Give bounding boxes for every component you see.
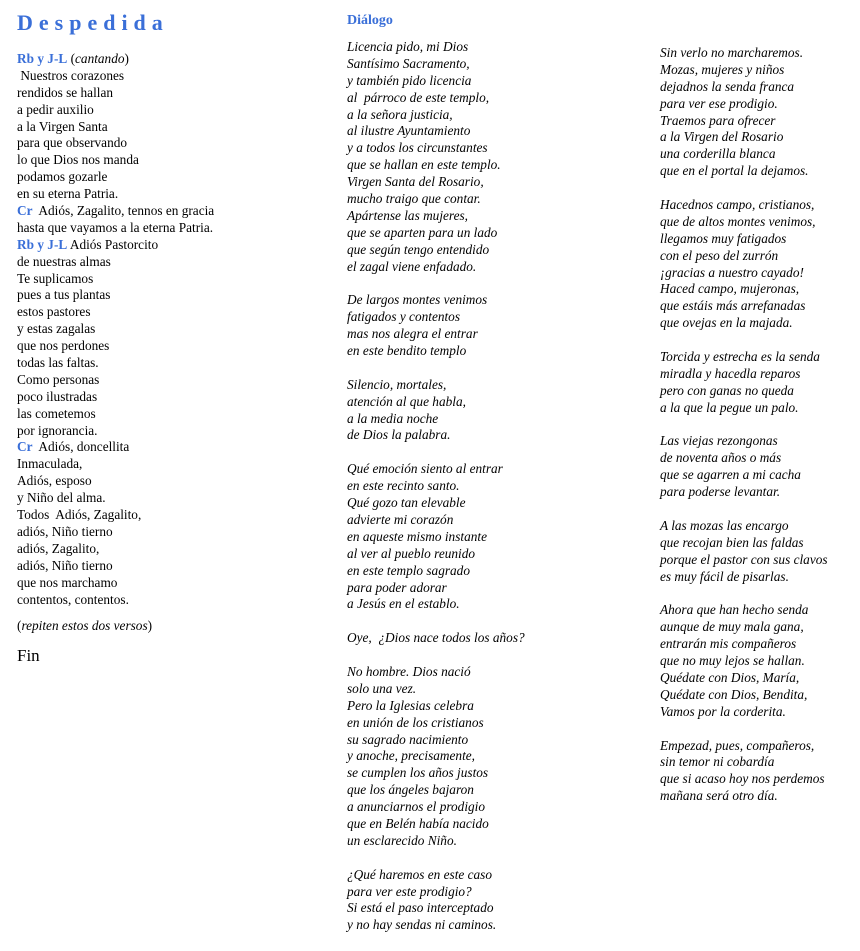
verse-text: Adiós, doncellita: [32, 439, 130, 455]
verse-line: [17, 490, 327, 507]
stanza-gap: [347, 444, 647, 461]
verse-line: Sin verlo no marcharemos.: [660, 45, 804, 60]
verse-text: adiós, Niño tierno: [17, 557, 113, 573]
verse-line: al párroco de este templo,: [347, 89, 490, 105]
verse-line: fatigados y contentos: [347, 309, 461, 325]
verse-line: Oye, ¿Dios nace todos los años?: [347, 630, 525, 646]
verse-line: Ahora que han hecho senda: [660, 602, 809, 618]
stanza-gap: [347, 850, 647, 867]
verse-line: [17, 575, 327, 592]
verse-text: adiós, Niño tierno: [17, 523, 113, 539]
verse-line: Si está el paso interceptado: [347, 900, 494, 916]
verse-line: [17, 102, 327, 119]
verse-text: estos pastores: [17, 304, 91, 320]
verse-text: y estas zagalas: [17, 321, 96, 337]
column-despedida: [17, 0, 327, 666]
note-close: ): [147, 618, 153, 634]
verse-line: que se hallan en este templo.: [347, 157, 501, 173]
column-dialogo: [347, 0, 647, 934]
verse-line: mucho traigo que contar.: [347, 191, 481, 207]
verse-line: [17, 169, 327, 186]
verse-text: Como personas: [17, 371, 100, 387]
note-open: (: [17, 618, 22, 634]
column-dialogo-continued: [660, 0, 860, 805]
verse-line: y no hay sendas ni caminos.: [347, 917, 497, 933]
verse-line: miradla y hacedla reparos: [660, 365, 801, 381]
verse-text: Te suplicamos: [17, 270, 94, 286]
verse-line: para ver este prodigio?: [347, 883, 472, 899]
verse-line: en aqueste mismo instante: [347, 528, 487, 544]
verse-line: No hombre. Dios nació: [347, 663, 471, 679]
verse-line: Silencio, mortales,: [347, 376, 447, 392]
verse-text: que nos perdones: [17, 338, 110, 354]
verse-line: que de altos montes venimos,: [660, 213, 816, 229]
verse-line: a anunciarnos el prodigio: [347, 799, 486, 815]
verse-line: un esclarecido Niño.: [347, 832, 457, 848]
verse-text: Adiós Pastorcito: [67, 236, 159, 252]
verse-text: de nuestras almas: [17, 253, 111, 269]
verse-text: por ignorancia.: [17, 422, 98, 438]
verse-line: [17, 473, 327, 490]
verse-line: para poder adorar: [347, 579, 447, 595]
verse-line: [17, 321, 327, 338]
verse-line: [17, 271, 327, 288]
verse-text: rendidos se hallan: [17, 84, 114, 100]
verse-line: [17, 68, 327, 85]
verse-line: en este recinto santo.: [347, 478, 460, 494]
verse-line: Qué emoción siento al entrar: [347, 461, 503, 477]
speaker-tag: Rb y J-L: [17, 236, 68, 252]
verse-line: [17, 254, 327, 271]
dialogo-verses-continued: [660, 45, 860, 805]
dialogo-verses: [347, 39, 647, 934]
verse-line: Torcida y estrecha es la senda: [660, 349, 820, 365]
verse-line: Santísimo Sacramento,: [347, 55, 470, 71]
verse-line: sin temor ni cobardía: [660, 754, 775, 770]
verse-line: y anoche, precisamente,: [347, 748, 475, 764]
verse-line: [17, 203, 327, 220]
verse-line: y a todos los circunstantes: [347, 140, 488, 156]
verse-line: en este bendito templo: [347, 343, 467, 359]
verse-text: Nuestros corazones: [17, 67, 125, 83]
speaker-tag: Cr: [17, 439, 33, 455]
verse-line: para ver ese prodigio.: [660, 95, 778, 111]
verse-text: que nos marchamo: [17, 574, 118, 590]
verse-line: y también pido licencia: [347, 72, 472, 88]
verse-line: [17, 592, 327, 609]
verse-text: a pedir auxilio: [17, 101, 94, 117]
page-title: Despedida: [17, 10, 169, 35]
verse-line: su sagrado nacimiento: [347, 731, 469, 747]
verse-line: solo una vez.: [347, 680, 417, 696]
verse-line: que se aparten para un lado: [347, 224, 498, 240]
stanza-gap: [660, 501, 860, 518]
verse-line: aunque de muy mala gana,: [660, 619, 804, 635]
verse-line: con el peso del zurrón: [660, 247, 779, 263]
verse-line: [17, 135, 327, 152]
verse-line: mañana será otro día.: [660, 788, 778, 804]
verse-line: en unión de los cristianos: [347, 714, 484, 730]
verse-line: Empezad, pues, compañeros,: [660, 737, 815, 753]
verse-line: Pero la Iglesias celebra: [347, 697, 474, 713]
verse-line: que en el portal la dejamos.: [660, 163, 809, 179]
verse-line: es muy fácil de pisarlas.: [660, 568, 789, 584]
verse-line: Licencia pido, mi Dios: [347, 39, 469, 54]
stanza-gap: [660, 586, 860, 603]
verse-line: Las viejas rezongonas: [660, 433, 778, 449]
speaker-tag: Rb y J-L: [17, 51, 68, 66]
verse-line: pero con ganas no queda: [660, 382, 794, 398]
verse-line: [17, 338, 327, 355]
verse-line: [17, 51, 327, 68]
verse-text: para que observando: [17, 135, 128, 151]
verse-line: [17, 355, 327, 372]
verse-line: que se agarren a mi cacha: [660, 467, 801, 483]
verse-line: [17, 85, 327, 102]
verse-line: [17, 152, 327, 169]
verse-text: contentos, contentos.: [17, 591, 129, 607]
verse-line: [17, 389, 327, 406]
verse-line: [17, 439, 327, 456]
verse-text: poco ilustradas: [17, 388, 98, 404]
verse-text: y Niño del alma.: [17, 490, 106, 506]
verse-line: de noventa años o más: [660, 450, 782, 466]
stanza-gap: [660, 332, 860, 349]
verse-line: entrarán mis compañeros: [660, 636, 797, 652]
stanza-gap: [347, 275, 647, 292]
stanza-gap: [660, 180, 860, 197]
verse-line: [17, 237, 327, 254]
verse-line: [17, 507, 327, 524]
verse-text: Todos Adiós, Zagalito,: [17, 507, 142, 523]
stanza-gap: [347, 613, 647, 630]
verse-line: a la media noche: [347, 410, 439, 426]
verse-line: Mozas, mujeres y niños: [660, 61, 785, 77]
verse-line: ¿Qué haremos en este caso: [347, 866, 492, 882]
verse-line: [17, 558, 327, 575]
verse-line: Apártense las mujeres,: [347, 207, 469, 223]
verse-line: el zagal viene enfadado.: [347, 258, 477, 274]
verse-line: que ovejas en la majada.: [660, 315, 793, 331]
verse-text: podamos gozarle: [17, 169, 108, 185]
verse-line: se cumplen los años justos: [347, 765, 489, 781]
verse-line: al ver al pueblo reunido: [347, 545, 476, 561]
verse-line: advierte mi corazón: [347, 511, 454, 527]
verse-line: a la señora justicia,: [347, 106, 453, 122]
verse-line: dejadnos la senda franca: [660, 78, 795, 94]
verse-text: todas las faltas.: [17, 355, 99, 371]
verse-line: en este templo sagrado: [347, 562, 470, 578]
verse-line: A las mozas las encargo: [660, 517, 789, 533]
note-text: repiten estos dos versos: [21, 618, 148, 634]
section-heading: Diálogo: [347, 13, 393, 28]
verse-line: [17, 456, 327, 473]
verse-text: a la Virgen Santa: [17, 118, 108, 134]
verse-text: lo que Dios nos manda: [17, 152, 139, 168]
verse-line: De largos montes venimos: [347, 292, 488, 308]
verse-line: mas nos alegra el entrar: [347, 326, 478, 342]
verse-line: [17, 304, 327, 321]
despedida-verses: [17, 51, 327, 608]
verse-line: que estáis más arrefanadas: [660, 298, 806, 314]
verse-line: Virgen Santa del Rosario,: [347, 174, 484, 190]
verse-line: porque el pastor con sus clavos: [660, 551, 828, 567]
verse-italic: cantando: [75, 51, 125, 66]
verse-text: en su eterna Patria.: [17, 186, 119, 202]
verse-line: una corderilla blanca: [660, 146, 776, 162]
stanza-gap: [347, 360, 647, 377]
verse-line: [17, 524, 327, 541]
verse-line: llegamos muy fatigados: [660, 230, 787, 246]
verse-line: [17, 372, 327, 389]
verse-line: a la que la pegue un palo.: [660, 399, 799, 415]
verse-line: atención al que habla,: [347, 393, 466, 409]
verse-text: pues a tus plantas: [17, 287, 111, 303]
verse-line: para poderse levantar.: [660, 484, 781, 500]
verse-line: de Dios la palabra.: [347, 427, 451, 443]
verse-line: Traemos para ofrecer: [660, 112, 776, 128]
verse-line: [17, 541, 327, 558]
verse-line: Qué gozo tan elevable: [347, 495, 466, 511]
verse-line: [17, 423, 327, 440]
verse-line: [17, 119, 327, 136]
verse-line: Quédate con Dios, Bendita,: [660, 686, 808, 702]
verse-line: Haced campo, mujeronas,: [660, 281, 800, 297]
verse-line: Vamos por la corderita.: [660, 703, 786, 719]
stanza-gap: [660, 721, 860, 738]
verse-line: [17, 406, 327, 423]
verse-tail: ): [124, 51, 129, 66]
verse-line: que si acaso hoy nos perdemos: [660, 771, 825, 787]
verse-line: que según tengo entendido: [347, 241, 490, 257]
verse-line: que recojan bien las faldas: [660, 534, 804, 550]
stanza-gap: [347, 647, 647, 664]
stanza-gap: [660, 417, 860, 434]
verse-line: ¡gracias a nuestro cayado!: [660, 264, 804, 280]
speaker-tag: Cr: [17, 203, 33, 219]
stage-note: [17, 617, 327, 634]
verse-line: que no muy lejos se hallan.: [660, 653, 805, 669]
verse-text: las cometemos: [17, 405, 96, 421]
verse-line: [17, 186, 327, 203]
verse-line: que los ángeles bajaron: [347, 782, 474, 798]
verse-text: hasta que vayamos a la eterna Patria.: [17, 219, 214, 235]
verse-line: [17, 220, 327, 237]
verse-line: a Jesús en el establo.: [347, 596, 460, 612]
verse-line: [17, 287, 327, 304]
verse-text: Inmaculada,: [17, 456, 83, 472]
verse-line: Hacednos campo, cristianos,: [660, 197, 815, 213]
verse-line: Quédate con Dios, María,: [660, 669, 800, 685]
verse-text: adiós, Zagalito,: [17, 540, 100, 556]
verse-line: que en Belén había nacido: [347, 815, 489, 831]
verse-text: Adiós, esposo: [17, 473, 92, 489]
verse-line: al ilustre Ayuntamiento: [347, 123, 471, 139]
verse-text: Adiós, Zagalito, tennos en gracia: [32, 203, 215, 219]
fin-label: Fin: [17, 646, 40, 666]
verse-text: (: [67, 51, 76, 66]
verse-line: a la Virgen del Rosario: [660, 129, 784, 145]
